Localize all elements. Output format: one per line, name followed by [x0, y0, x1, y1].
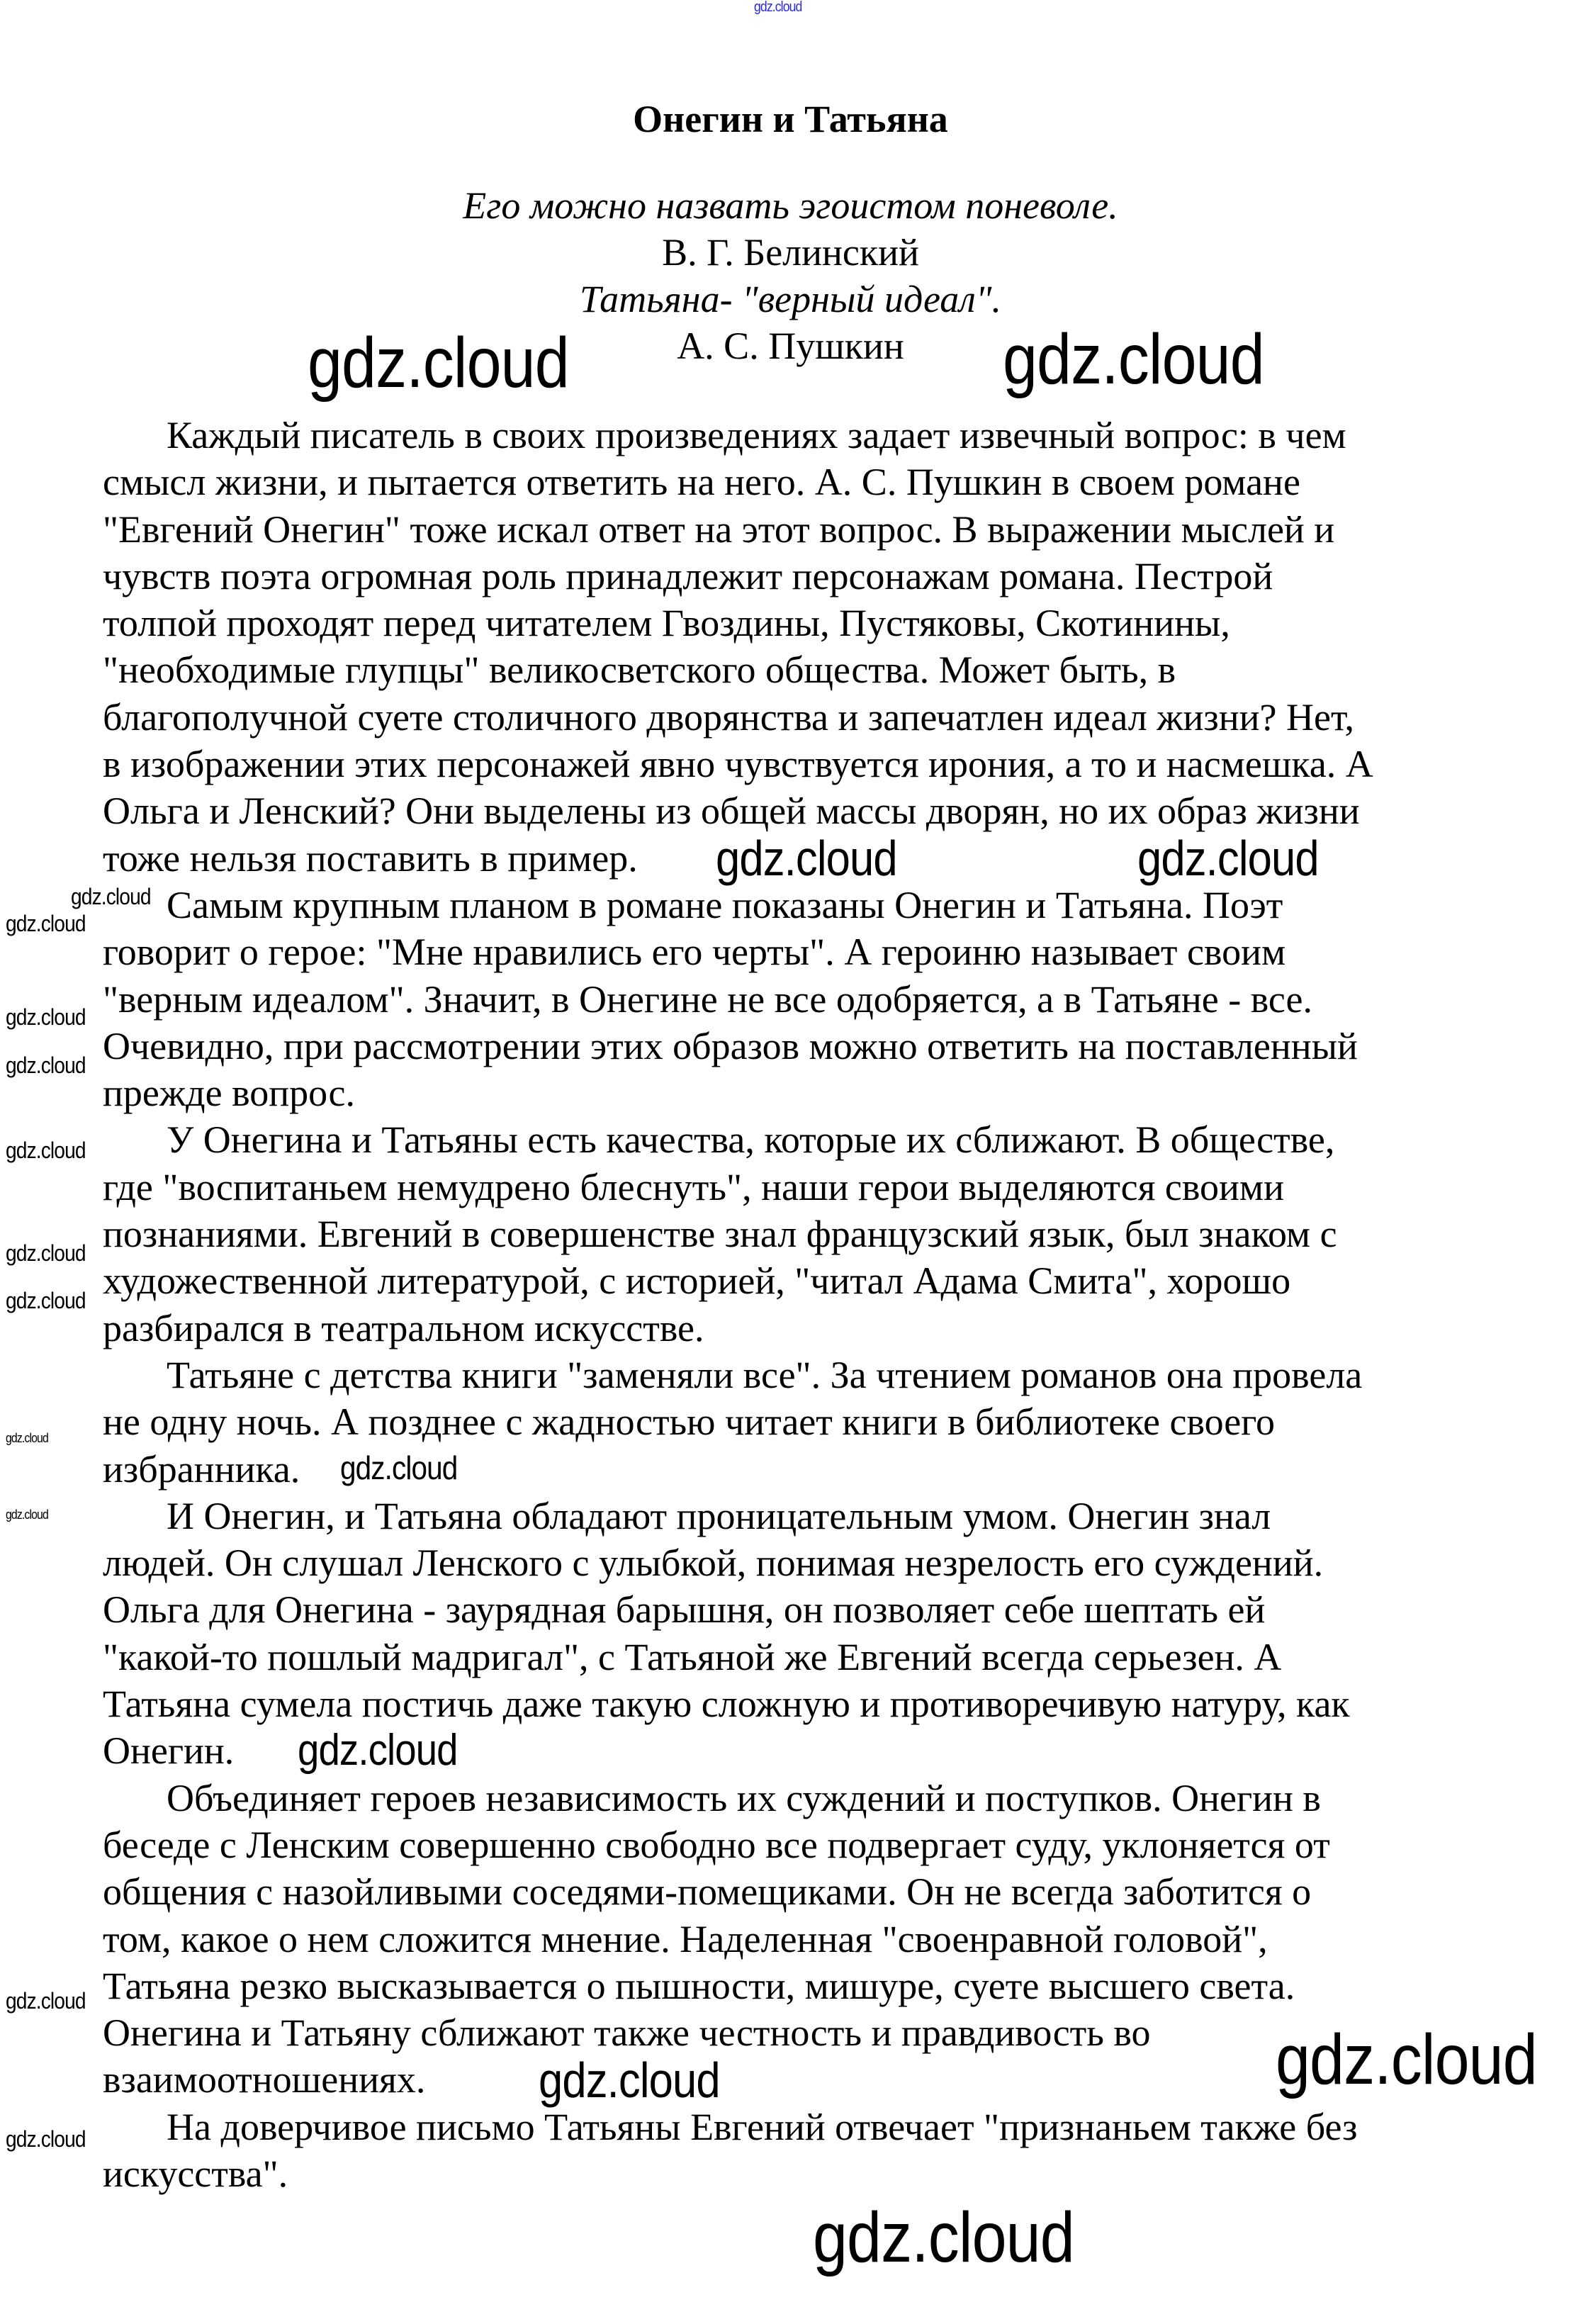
- watermark: gdz.cloud: [1003, 320, 1264, 399]
- paragraph: [103, 882, 1485, 1116]
- watermark: gdz.cloud: [340, 1449, 458, 1486]
- paragraph: [103, 2104, 1485, 2198]
- text-line: "Евгений Онегин" тоже искал ответ на этот вопрос. В выражении мыслей и: [103, 507, 1335, 551]
- text-line: говорит о герое: "Мне нравились его черты". А героиню называет своим: [103, 931, 1286, 974]
- watermark: gdz.cloud: [308, 323, 569, 403]
- watermark: gdz.cloud: [6, 1988, 86, 2014]
- epigraph-quote: Его можно назвать эгоистом поневоле.: [463, 184, 1118, 227]
- text-line: У Онегина и Татьяны есть качества, которые их сближают. В обществе,: [167, 1118, 1335, 1162]
- text-line: Ольга для Онегина - заурядная барышня, он позволяет себе шептать ей: [103, 1588, 1266, 1632]
- text-line: чувств поэта огромная роль принадлежит персонажам романа. Пестрой: [103, 554, 1273, 597]
- text-line: Самым крупным планом в романе показаны Онегин и Татьяна. Поэт: [167, 883, 1283, 926]
- text-line: тоже нельзя поставить в пример.: [103, 836, 638, 880]
- text-line: "верным идеалом". Значит, в Онегине не все одобряется, а в Татьяне - все.: [103, 977, 1313, 1021]
- text-line: в изображении этих персонажей явно чувствуется ирония, а то и насмешка. А: [103, 743, 1373, 786]
- watermark: gdz.cloud: [1137, 831, 1319, 886]
- watermark: gdz.cloud: [6, 1138, 86, 1163]
- text-line: беседе с Ленским совершенно свободно все подвергает суду, уклоняется от: [103, 1823, 1330, 1866]
- text-line: На доверчивое письмо Татьяны Евгений отвечает "признаньем также без: [167, 2105, 1358, 2148]
- watermark: gdz.cloud: [6, 1431, 48, 1445]
- text-line: Ольга и Ленский? Они выделены из общей массы дворян, но их образ жизни: [103, 790, 1360, 833]
- text-line: толпой проходят перед читателем Гвоздины, Пустяковы, Скотинины,: [103, 602, 1230, 645]
- watermark: gdz.cloud: [1276, 2020, 1537, 2099]
- text-line: Каждый писатель в своих произведениях задает извечный вопрос: в чем: [167, 414, 1346, 456]
- watermark: gdz.cloud: [6, 1288, 86, 1313]
- watermark: gdz.cloud: [6, 1508, 48, 1522]
- text-line: Онегина и Татьяну сближают также честность и правдивость во: [103, 2011, 1151, 2055]
- text-line: И Онегин, и Татьяна обладают проницательным умом. Онегин знал: [167, 1494, 1271, 1537]
- watermark: gdz.cloud: [6, 1004, 86, 1030]
- watermark: gdz.cloud: [298, 1726, 458, 1775]
- epigraph-quote: Татьяна- "верный идеал".: [580, 278, 1001, 320]
- text-line: искусства".: [103, 2152, 288, 2195]
- epigraph-author: В. Г. Белинский: [662, 231, 919, 274]
- essay-body: [103, 412, 1485, 2197]
- watermark: gdz.cloud: [6, 2126, 86, 2152]
- watermark: gdz.cloud: [716, 831, 897, 886]
- text-line: познаниями. Евгений в совершенстве знал французский язык, был знаком с: [103, 1213, 1337, 1256]
- text-line: прежде вопрос.: [103, 1072, 355, 1115]
- paragraph: [103, 1116, 1485, 1351]
- text-line: Татьяне с детства книги "заменяли все". За чтением романов она провела: [167, 1353, 1363, 1396]
- text-line: "необходимые глупцы" великосветского общества. Может быть, в: [103, 649, 1176, 692]
- text-line: избранника.: [103, 1447, 300, 1491]
- text-line: Объединяет героев независимость их суждений и поступков. Онегин в: [167, 1776, 1321, 1819]
- text-line: Татьяна резко высказывается о пышности, мишуре, суете высшего света.: [103, 1964, 1295, 2007]
- text-line: "какой-то пошлый мадригал", с Татьяной же Евгений всегда серьезен. А: [103, 1635, 1282, 1678]
- text-line: людей. Он слушал Ленского с улыбкой, понимая незрелость его суждений.: [103, 1542, 1324, 1585]
- text-line: смысл жизни, и пытается ответить на него. А. С. Пушкин в своем романе: [103, 461, 1300, 504]
- text-line: Татьяна сумела постичь даже такую сложную и противоречивую натуру, как: [103, 1683, 1350, 1726]
- text-line: благополучной суете столичного дворянства и запечатлен идеал жизни? Нет,: [103, 695, 1355, 739]
- text-line: том, какое о нем сложится мнение. Наделенная "своенравной головой",: [103, 1917, 1268, 1960]
- text-line: общения с назойливыми соседями-помещиками. Он не всегда заботится о: [103, 1870, 1312, 1914]
- watermark: gdz.cloud: [71, 884, 151, 909]
- text-line: Онегин.: [103, 1729, 235, 1773]
- watermark: gdz.cloud: [6, 1240, 86, 1266]
- watermark: gdz.cloud: [813, 2198, 1074, 2277]
- text-line: художественной литературой, с историей, "читал Адама Смита", хорошо: [103, 1259, 1291, 1303]
- page-title: Онегин и Татьяна: [633, 98, 948, 140]
- text-line: Очевидно, при рассмотрении этих образов можно ответить на поставленный: [103, 1024, 1358, 1067]
- watermark: gdz.cloud: [6, 1052, 86, 1078]
- paragraph: [103, 1352, 1485, 1493]
- watermark: gdz.cloud: [539, 2053, 720, 2108]
- watermark: gdz.cloud: [754, 0, 802, 15]
- paragraph: [103, 412, 1485, 886]
- epigraph-author: А. С. Пушкин: [677, 325, 904, 367]
- watermark: gdz.cloud: [6, 911, 86, 936]
- text-line: не одну ночь. А позднее с жадностью читает книги в библиотеке своего: [103, 1400, 1276, 1444]
- text-line: взаимоотношениях.: [103, 2058, 426, 2101]
- text-line: где "воспитаньем немудрено блеснуть", наши герои выделяются своими: [103, 1165, 1284, 1208]
- text-line: разбирался в театральном искусстве.: [103, 1306, 704, 1349]
